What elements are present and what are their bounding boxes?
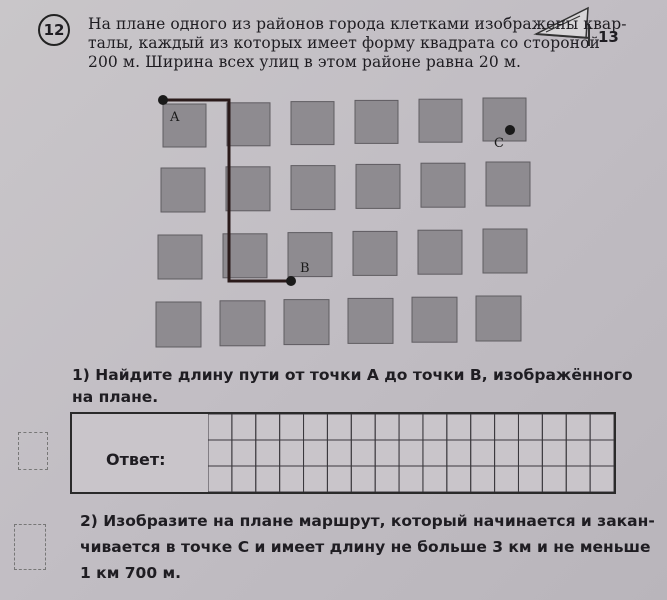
answer-label: Ответ: <box>106 450 166 469</box>
answer-cell[interactable] <box>280 414 304 440</box>
question-2-line: 1 км 700 м. <box>80 564 182 582</box>
city-block <box>355 100 398 143</box>
answer-cell[interactable] <box>495 440 519 466</box>
point-c-dot <box>505 125 515 135</box>
answer-cell[interactable] <box>495 466 519 492</box>
point-b-label: B <box>300 261 310 276</box>
answer-cell[interactable] <box>566 414 590 440</box>
city-block <box>418 230 462 274</box>
city-block <box>161 168 205 212</box>
point-a-dot <box>158 95 168 105</box>
answer-cell[interactable] <box>566 440 590 466</box>
city-block <box>412 297 457 342</box>
city-block <box>284 300 329 345</box>
answer-cell[interactable] <box>590 440 614 466</box>
city-block <box>288 233 332 277</box>
answer-cell[interactable] <box>399 414 423 440</box>
answer-cell[interactable] <box>280 466 304 492</box>
answer-cell[interactable] <box>351 414 375 440</box>
answer-cell[interactable] <box>399 440 423 466</box>
answer-cell[interactable] <box>375 414 399 440</box>
answer-cell[interactable] <box>208 414 232 440</box>
question-2-line: чивается в точке С и имеет длину не больше 3 км и не меньше <box>80 538 651 556</box>
question-1-line: 1) Найдите длину пути от точки А до точки В, изображённого <box>72 366 633 384</box>
answer-cell[interactable] <box>256 466 280 492</box>
city-block <box>356 164 400 208</box>
task-number-badge: 12 <box>38 14 70 46</box>
question-1 <box>72 364 633 408</box>
answer-cell[interactable] <box>208 440 232 466</box>
answer-cell[interactable] <box>232 414 256 440</box>
answer-cell[interactable] <box>399 466 423 492</box>
answer-cell[interactable] <box>232 466 256 492</box>
answer-cell[interactable] <box>423 466 447 492</box>
answer-cell[interactable] <box>327 466 351 492</box>
answer-cell[interactable] <box>471 466 495 492</box>
city-block <box>220 301 265 346</box>
problem-line: талы, каждый из которых имеет форму квадрата со стороной <box>88 34 600 52</box>
question-2-line: 2) Изобразите на плане маршрут, который начинается и закан- <box>80 512 655 530</box>
answer-cell[interactable] <box>447 440 471 466</box>
answer-cell[interactable] <box>542 466 566 492</box>
answer-cell[interactable] <box>518 440 542 466</box>
problem-line: 200 м. Ширина всех улиц в этом районе равна 20 м. <box>88 53 522 71</box>
city-block <box>419 99 462 142</box>
answer-cell[interactable] <box>304 466 328 492</box>
city-block <box>421 163 465 207</box>
city-block <box>227 103 270 146</box>
city-block <box>483 229 527 273</box>
city-block <box>291 102 334 145</box>
score-box-1 <box>18 432 48 470</box>
answer-cell[interactable] <box>518 414 542 440</box>
answer-cell[interactable] <box>590 466 614 492</box>
city-blocks <box>156 98 530 347</box>
answer-cell[interactable] <box>471 414 495 440</box>
page-number: 13 <box>598 28 619 46</box>
answer-cell[interactable] <box>423 414 447 440</box>
point-b-dot <box>286 276 296 286</box>
answer-cell[interactable] <box>208 466 232 492</box>
city-block <box>353 231 397 275</box>
answer-cell[interactable] <box>256 440 280 466</box>
city-block <box>156 302 201 347</box>
answer-cell[interactable] <box>327 414 351 440</box>
answer-cell[interactable] <box>542 414 566 440</box>
city-block <box>348 298 393 343</box>
answer-cell[interactable] <box>304 440 328 466</box>
answer-cell[interactable] <box>351 466 375 492</box>
answer-cell[interactable] <box>542 440 566 466</box>
answer-cells[interactable] <box>208 414 614 492</box>
city-block <box>291 166 335 210</box>
answer-cell[interactable] <box>471 440 495 466</box>
city-block <box>483 98 526 141</box>
answer-cell[interactable] <box>232 440 256 466</box>
answer-cell[interactable] <box>495 414 519 440</box>
point-a-label: A <box>170 110 180 125</box>
city-block <box>158 235 202 279</box>
answer-cell[interactable] <box>423 440 447 466</box>
answer-cell[interactable] <box>280 440 304 466</box>
answer-cell[interactable] <box>256 414 280 440</box>
answer-cell[interactable] <box>447 466 471 492</box>
city-block <box>476 296 521 341</box>
city-block <box>226 167 270 211</box>
point-c-label: C <box>494 136 504 151</box>
problem-line: На плане одного из районов города клетками изображены квар- <box>88 15 627 33</box>
answer-cell[interactable] <box>327 440 351 466</box>
answer-cell[interactable] <box>375 466 399 492</box>
answer-cell[interactable] <box>351 440 375 466</box>
answer-cell[interactable] <box>447 414 471 440</box>
score-box-2 <box>14 524 46 570</box>
question-2 <box>80 508 655 586</box>
city-block <box>486 162 530 206</box>
answer-cell[interactable] <box>518 466 542 492</box>
question-1-line: на плане. <box>72 388 159 406</box>
answer-box <box>70 412 616 494</box>
answer-cell[interactable] <box>566 466 590 492</box>
answer-cell[interactable] <box>375 440 399 466</box>
answer-cell[interactable] <box>590 414 614 440</box>
answer-cell[interactable] <box>304 414 328 440</box>
